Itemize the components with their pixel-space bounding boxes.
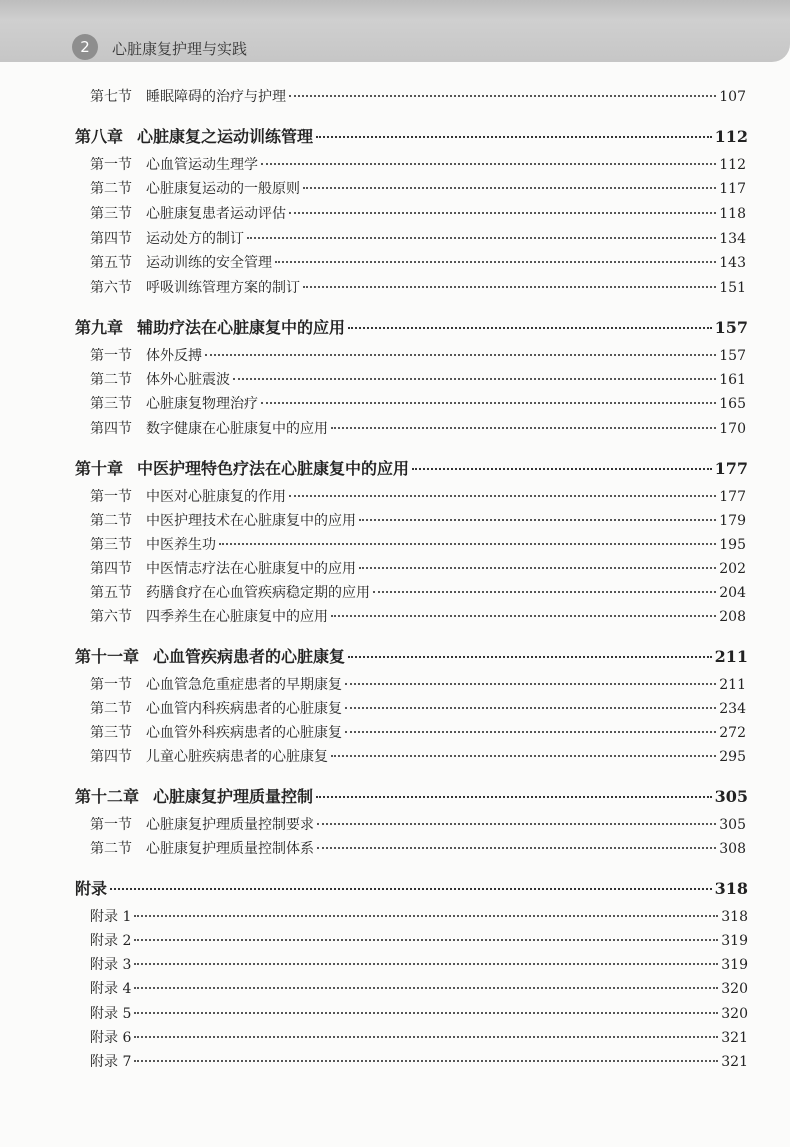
dot-leader	[134, 938, 718, 941]
toc-page-number: 112	[714, 127, 748, 146]
toc-entry-number: 第八章	[75, 127, 124, 146]
dot-leader	[261, 401, 716, 404]
dot-leader	[316, 795, 712, 798]
toc-entry-number: 第二节	[90, 181, 132, 197]
toc-entry-title: 附录 4	[90, 981, 132, 997]
dot-leader	[289, 211, 716, 214]
toc-page-number: 165	[719, 396, 746, 412]
toc-section-row	[0, 582, 746, 604]
toc-entry-number: 第三节	[90, 206, 132, 222]
toc-page-number: 305	[714, 787, 748, 806]
toc-page-number: 208	[719, 609, 746, 625]
toc-section-row	[0, 510, 746, 532]
toc-section-row	[0, 746, 746, 768]
dot-leader	[317, 846, 716, 849]
toc-page-number: 295	[719, 749, 746, 765]
dot-leader	[289, 494, 716, 497]
toc-page-number: 157	[714, 318, 748, 337]
toc-entry-title: 心脏康复护理质量控制要求	[146, 817, 314, 833]
toc-entry-number: 第十一章	[75, 647, 140, 666]
toc-page-number: 195	[719, 537, 746, 553]
toc-entry-title: 四季养生在心脏康复中的应用	[146, 609, 328, 625]
toc-appendix-row	[0, 1051, 748, 1073]
toc-entry-title: 辅助疗法在心脏康复中的应用	[137, 318, 346, 337]
dot-leader	[134, 986, 718, 989]
toc-entry-number: 第二节	[90, 513, 132, 529]
toc-entry-number: 第五节	[90, 585, 132, 601]
toc-entry-title: 中医情志疗法在心脏康复中的应用	[146, 561, 356, 577]
toc-page-number: 177	[719, 489, 746, 505]
toc-section-row	[0, 154, 746, 176]
toc-page-number: 112	[719, 157, 746, 173]
dot-leader	[345, 730, 716, 733]
toc-chapter-row	[0, 876, 748, 900]
toc-page-number: 170	[719, 421, 746, 437]
dot-leader	[316, 135, 712, 138]
toc-entry-title: 心脏康复患者运动评估	[146, 206, 286, 222]
dot-leader	[247, 236, 716, 239]
dot-leader	[412, 467, 712, 470]
toc-page-number: 161	[719, 372, 746, 388]
dot-leader	[345, 706, 716, 709]
toc-entry-title: 中医养生功	[146, 537, 216, 553]
toc-entry-title: 心血管疾病患者的心脏康复	[153, 647, 346, 666]
toc-page-number: 211	[714, 647, 748, 666]
toc-entry-title: 附录 1	[90, 909, 132, 925]
toc-appendix-row	[0, 1003, 748, 1025]
dot-leader	[359, 518, 716, 521]
toc-entry-title: 中医对心脏康复的作用	[146, 489, 286, 505]
toc-page-number: 319	[721, 933, 748, 949]
toc-page-number: 107	[719, 89, 746, 105]
toc-entry-title: 睡眠障碍的治疗与护理	[146, 89, 286, 105]
toc-entry-number: 第五节	[90, 255, 132, 271]
toc-entry-title: 附录 7	[90, 1054, 132, 1070]
toc-entry-number: 第四节	[90, 231, 132, 247]
dot-leader	[331, 614, 716, 617]
toc-page-number: 157	[719, 348, 746, 364]
toc-section-row	[0, 814, 746, 836]
toc-entry-number: 第十二章	[75, 787, 140, 806]
dot-leader	[134, 914, 718, 917]
toc-entry-title: 心脏康复运动的一般原则	[146, 181, 300, 197]
dot-leader	[303, 285, 716, 288]
toc-entry-number: 第六节	[90, 609, 132, 625]
toc-chapter-row	[0, 456, 748, 480]
toc-entry-number: 第二节	[90, 841, 132, 857]
toc-entry-title: 心血管急危重症患者的早期康复	[146, 677, 342, 693]
toc-page-number: 177	[714, 459, 748, 478]
toc-section-row	[0, 86, 746, 108]
toc-page-number: 308	[719, 841, 746, 857]
dot-leader	[134, 1035, 718, 1038]
toc-entry-title: 心脏康复护理质量控制体系	[146, 841, 314, 857]
toc-page-number: 211	[719, 677, 746, 693]
toc-entry-number: 第一节	[90, 817, 132, 833]
toc-section-row	[0, 558, 746, 580]
toc-entry-number: 第一节	[90, 348, 132, 364]
dot-leader	[205, 353, 716, 356]
toc-page-number: 272	[719, 725, 746, 741]
toc-entry-title: 心血管运动生理学	[146, 157, 258, 173]
dot-leader	[331, 426, 716, 429]
toc-entry-number: 第一节	[90, 157, 132, 173]
toc-entry-number: 第三节	[90, 725, 132, 741]
toc-entry-number: 第三节	[90, 537, 132, 553]
dot-leader	[317, 822, 716, 825]
toc-page-number: 204	[719, 585, 746, 601]
toc-page-number: 134	[719, 231, 746, 247]
toc-section-row	[0, 418, 746, 440]
toc-page-number: 318	[721, 909, 748, 925]
toc-page-number: 179	[719, 513, 746, 529]
toc-page-number: 117	[719, 181, 746, 197]
toc-page-number: 320	[721, 1006, 748, 1022]
toc-entry-title: 心血管内科疾病患者的心脏康复	[146, 701, 342, 717]
dot-leader	[261, 162, 716, 165]
toc-page-number: 321	[721, 1030, 748, 1046]
toc-section-row	[0, 674, 746, 696]
toc-entry-title: 运动训练的安全管理	[146, 255, 272, 271]
toc-appendix-row	[0, 906, 748, 928]
toc-section-row	[0, 369, 746, 391]
toc-page-number: 305	[719, 817, 746, 833]
toc-page-number: 318	[714, 879, 748, 898]
toc-chapter-row	[0, 644, 748, 668]
toc-entry-title: 药膳食疗在心血管疾病稳定期的应用	[146, 585, 370, 601]
toc-section-row	[0, 345, 746, 367]
toc-entry-number: 第六节	[90, 280, 132, 296]
toc-entry-number: 第一节	[90, 677, 132, 693]
toc-entry-title: 附录 5	[90, 1006, 132, 1022]
toc-chapter-row	[0, 124, 748, 148]
toc-section-row	[0, 228, 746, 250]
dot-leader	[303, 186, 716, 189]
dot-leader	[331, 754, 716, 757]
dot-leader	[345, 682, 716, 685]
dot-leader	[373, 590, 716, 593]
dot-leader	[348, 655, 712, 658]
toc-appendix-row	[0, 978, 748, 1000]
toc-entry-number: 第四节	[90, 561, 132, 577]
toc-entry-title: 数字健康在心脏康复中的应用	[146, 421, 328, 437]
toc-page-number: 118	[719, 206, 746, 222]
toc-chapter-row	[0, 315, 748, 339]
toc-entry-number: 第一节	[90, 489, 132, 505]
toc-entry-title: 体外心脏震波	[146, 372, 230, 388]
toc-section-row	[0, 722, 746, 744]
toc-entry-title: 附录	[75, 879, 108, 898]
toc-appendix-row	[0, 954, 748, 976]
toc-entry-title: 儿童心脏疾病患者的心脏康复	[146, 749, 328, 765]
page-number-badge: 2	[72, 34, 98, 60]
toc-section-row	[0, 838, 746, 860]
toc-page-number: 319	[721, 957, 748, 973]
toc-section-row	[0, 252, 746, 274]
toc-section-row	[0, 606, 746, 628]
toc-entry-title: 心脏康复物理治疗	[146, 396, 258, 412]
toc-entry-title: 心脏康复之运动训练管理	[137, 127, 314, 146]
dot-leader	[233, 377, 716, 380]
toc-entry-title: 运动处方的制订	[146, 231, 244, 247]
toc-section-row	[0, 393, 746, 415]
dot-leader	[348, 326, 712, 329]
toc-page-number: 202	[719, 561, 746, 577]
toc-appendix-row	[0, 1027, 748, 1049]
toc-section-row	[0, 277, 746, 299]
toc-entry-number: 第四节	[90, 749, 132, 765]
dot-leader	[359, 566, 716, 569]
toc-appendix-row	[0, 930, 748, 952]
dot-leader	[110, 887, 712, 890]
dot-leader	[134, 1011, 718, 1014]
toc-entry-title: 附录 2	[90, 933, 132, 949]
toc-entry-title: 心脏康复护理质量控制	[153, 787, 314, 806]
toc-section-row	[0, 534, 746, 556]
toc-entry-number: 第二节	[90, 701, 132, 717]
toc-page-number: 143	[719, 255, 746, 271]
toc-section-row	[0, 698, 746, 720]
toc-entry-title: 中医护理特色疗法在心脏康复中的应用	[137, 459, 410, 478]
dot-leader	[134, 1059, 718, 1062]
toc-chapter-row	[0, 784, 748, 808]
toc-section-row	[0, 178, 746, 200]
toc-entry-number: 第七节	[90, 89, 132, 105]
toc-entry-number: 第四节	[90, 421, 132, 437]
toc-entry-title: 心血管外科疾病患者的心脏康复	[146, 725, 342, 741]
toc-page-number: 151	[719, 280, 746, 296]
dot-leader	[134, 962, 718, 965]
toc-section-row	[0, 203, 746, 225]
toc-entry-title: 呼吸训练管理方案的制订	[146, 280, 300, 296]
toc-entry-title: 附录 3	[90, 957, 132, 973]
toc-page-number: 320	[721, 981, 748, 997]
toc-entry-title: 中医护理技术在心脏康复中的应用	[146, 513, 356, 529]
toc-entry-title: 附录 6	[90, 1030, 132, 1046]
toc-entry-number: 第二节	[90, 372, 132, 388]
toc-entry-number: 第十章	[75, 459, 124, 478]
toc-entry-title: 体外反搏	[146, 348, 202, 364]
toc-section-row	[0, 486, 746, 508]
dot-leader	[289, 94, 716, 97]
toc-entry-number: 第三节	[90, 396, 132, 412]
running-book-title: 心脏康复护理与实践	[112, 40, 248, 58]
dot-leader	[219, 542, 716, 545]
toc-page-number: 321	[721, 1054, 748, 1070]
dot-leader	[275, 260, 716, 263]
toc-page-number: 234	[719, 701, 746, 717]
toc-entry-number: 第九章	[75, 318, 124, 337]
